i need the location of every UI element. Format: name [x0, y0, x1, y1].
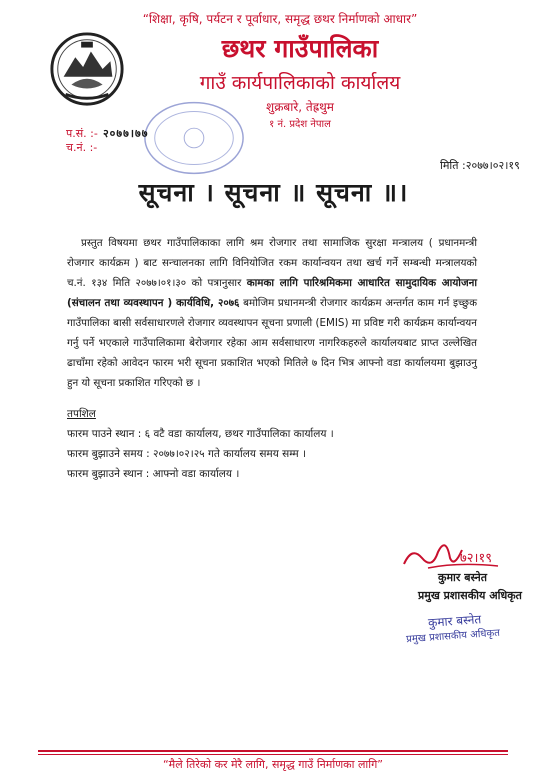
signatory-title: प्रमुख प्रशासकीय अधिकृत [418, 589, 522, 602]
reference-label: प.सं. :- [66, 127, 98, 140]
details-line: फारम पाउने स्थान : ६ वटै वडा कार्यालय, छथर गाउँपालिका कार्यालय । [67, 428, 334, 440]
office-location: शुक्रबारे, तेह्रथुम [266, 100, 334, 114]
dispatch-number-label: च.नं. :- [66, 141, 98, 154]
notice-body [67, 233, 477, 393]
body-part-1: प्रस्तुत विषयमा छथर गाउँपालिकाका लागि श्रम रोजगार तथा सामाजिक सुरक्षा मन्त्रालय ( प्रधानमन्त्री रोजगार कार्यक्रम ) बाट सन्चालनका लागि विनियोजित रकम कार्यान्वयन तथा खर्च गर्ने सम्बन्धी मन्त्रालयको च.नं. १३४ मिति २०७७।०१।३० को पत्रानुसार [67, 237, 477, 289]
motto: “शिक्षा, कृषि, पर्यटन र पूर्वाधार, समृद्ध छथर निर्माणको आधार” [142, 12, 418, 26]
footer-divider [38, 750, 508, 752]
signature-date: ७२।१९ [460, 551, 492, 566]
province-label: १ नं. प्रदेश नेपाल [269, 119, 331, 130]
signatory-name: कुमार बस्नेत [438, 571, 488, 584]
notice-heading: सूचना । सूचना ॥ सूचना ॥। [138, 178, 409, 207]
details-line: फारम बुझाउने समय : २०७७।०२।२५ गते कार्यालय समय सम्म । [67, 448, 306, 460]
details-title: तपशिल [67, 408, 96, 420]
notice-date: मिति :२०७७।०२।१९ [440, 159, 520, 172]
details-section [67, 404, 487, 484]
office-stamp-icon [140, 98, 248, 178]
footer-divider-thin [38, 754, 508, 755]
footer-motto: “मैले तिरेको कर मेरै लागि, समृद्ध गाउँ निर्माणका लागि” [162, 758, 384, 771]
office-subtitle: गाउँ कार्यपालिकाको कार्यालय [199, 72, 401, 94]
office-name: छथर गाउँपालिका [221, 34, 379, 63]
reference-number [66, 122, 148, 141]
body-bold-phrase: कामका लागि पारिश्रमिकमा आधारित सामुदायिक आयोजना (संचालन तथा व्यवस्थापन ) कार्यविधि, २०७६ [67, 277, 477, 309]
stamp-name: कुमार बस्नेत [427, 612, 482, 630]
stamp-title: प्रमुख प्रशासकीय अधिकृत [405, 627, 501, 646]
reference-value: २०७७।७७ [102, 127, 149, 140]
body-part-2: बमोजिम प्रधानमन्त्री रोजगार कार्यक्रम अन्तर्गत काम गर्न इच्छुक गाउँपालिका बासी सर्वसाधारणले रोजगार व्यवस्थापन सूचना प्रणाली (EMIS) मा प्रविष्ट गरी कार्यक्रम कार्यान्वयन गर्नु पर्ने भएकाले गाउँपालिकामा बेरोजगार रहेका आम सर्वसाधारण नागरिकहरुले कार्यालयबाट प्राप्त उल्लेखित ढाचाँमा रहेको आवेदन फारम भरी सूचना प्रकाशित भएको मितिले ७ दिन भित्र आफ्नो वडा कार्यालयमा बुझाउनु हुन यो सूचना प्रकाशित गरिएको छ । [67, 297, 477, 389]
nepal-emblem-icon [48, 30, 126, 108]
details-line: फारम बुझाउने स्थान : आफ्नो वडा कार्यालय । [67, 468, 240, 480]
